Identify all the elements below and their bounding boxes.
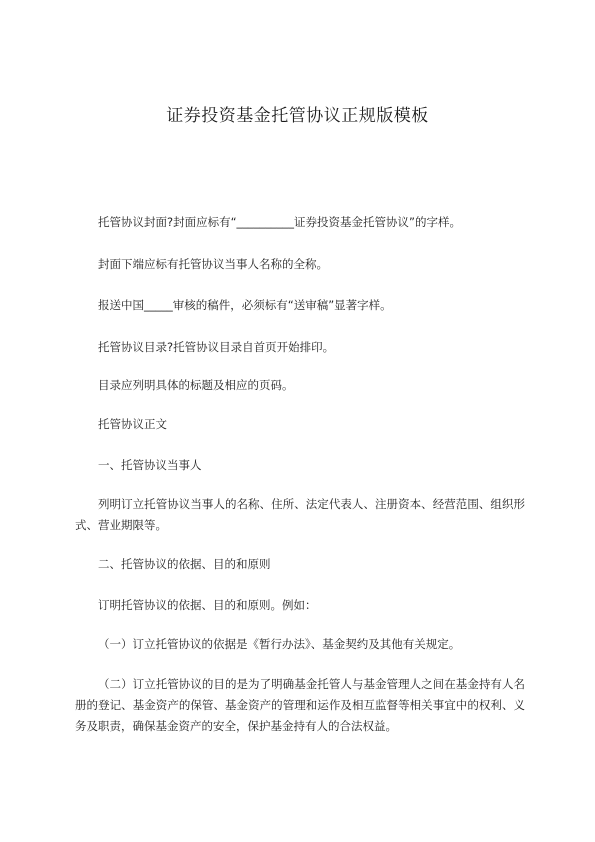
document-title: 证券投资基金托管协议正规版模板 <box>166 106 429 126</box>
paragraph-basis-intro: 订明托管协议的依据、目的和原则。例如： <box>98 598 317 612</box>
heading-section-2: 二、托管协议的依据、目的和原则 <box>98 557 271 571</box>
paragraph-cover: 托管协议封面?封面应标有“__________证券投资基金托管协议”的字样。 <box>98 215 462 229</box>
paragraph-submission: 报送中国_____审核的稿件，必须标有“送审稿”显著字样。 <box>98 298 392 312</box>
paragraph-parties: 列明订立托管协议当事人的名称、住所、法定代表人、注册资本、经营范围、组织形式、营业期限等。 <box>75 497 525 532</box>
heading-section-1: 一、托管协议当事人 <box>98 458 202 472</box>
paragraph-basis-2: （二）订立托管协议的目的是为了明确基金托管人与基金管理人之间在基金持有人名册的登记、基金资产的保管、基金资产的管理和运作及相互监督等相关事宜中的权利、义务及职责，确保基金资产的安全，保护基金持有人的合法权益。 <box>75 677 525 733</box>
paragraph-contents: 托管协议目录?托管协议目录自首页开始排印。 <box>98 340 335 354</box>
paragraph-contents-detail: 目录应列明具体的标题及相应的页码。 <box>98 378 294 392</box>
heading-body: 托管协议正文 <box>98 417 167 431</box>
paragraph-cover-bottom: 封面下端应标有托管协议当事人名称的全称。 <box>98 257 328 271</box>
paragraph-basis-1: （一）订立托管协议的依据是《暂行办法》、基金契约及其他有关规定。 <box>98 637 461 651</box>
